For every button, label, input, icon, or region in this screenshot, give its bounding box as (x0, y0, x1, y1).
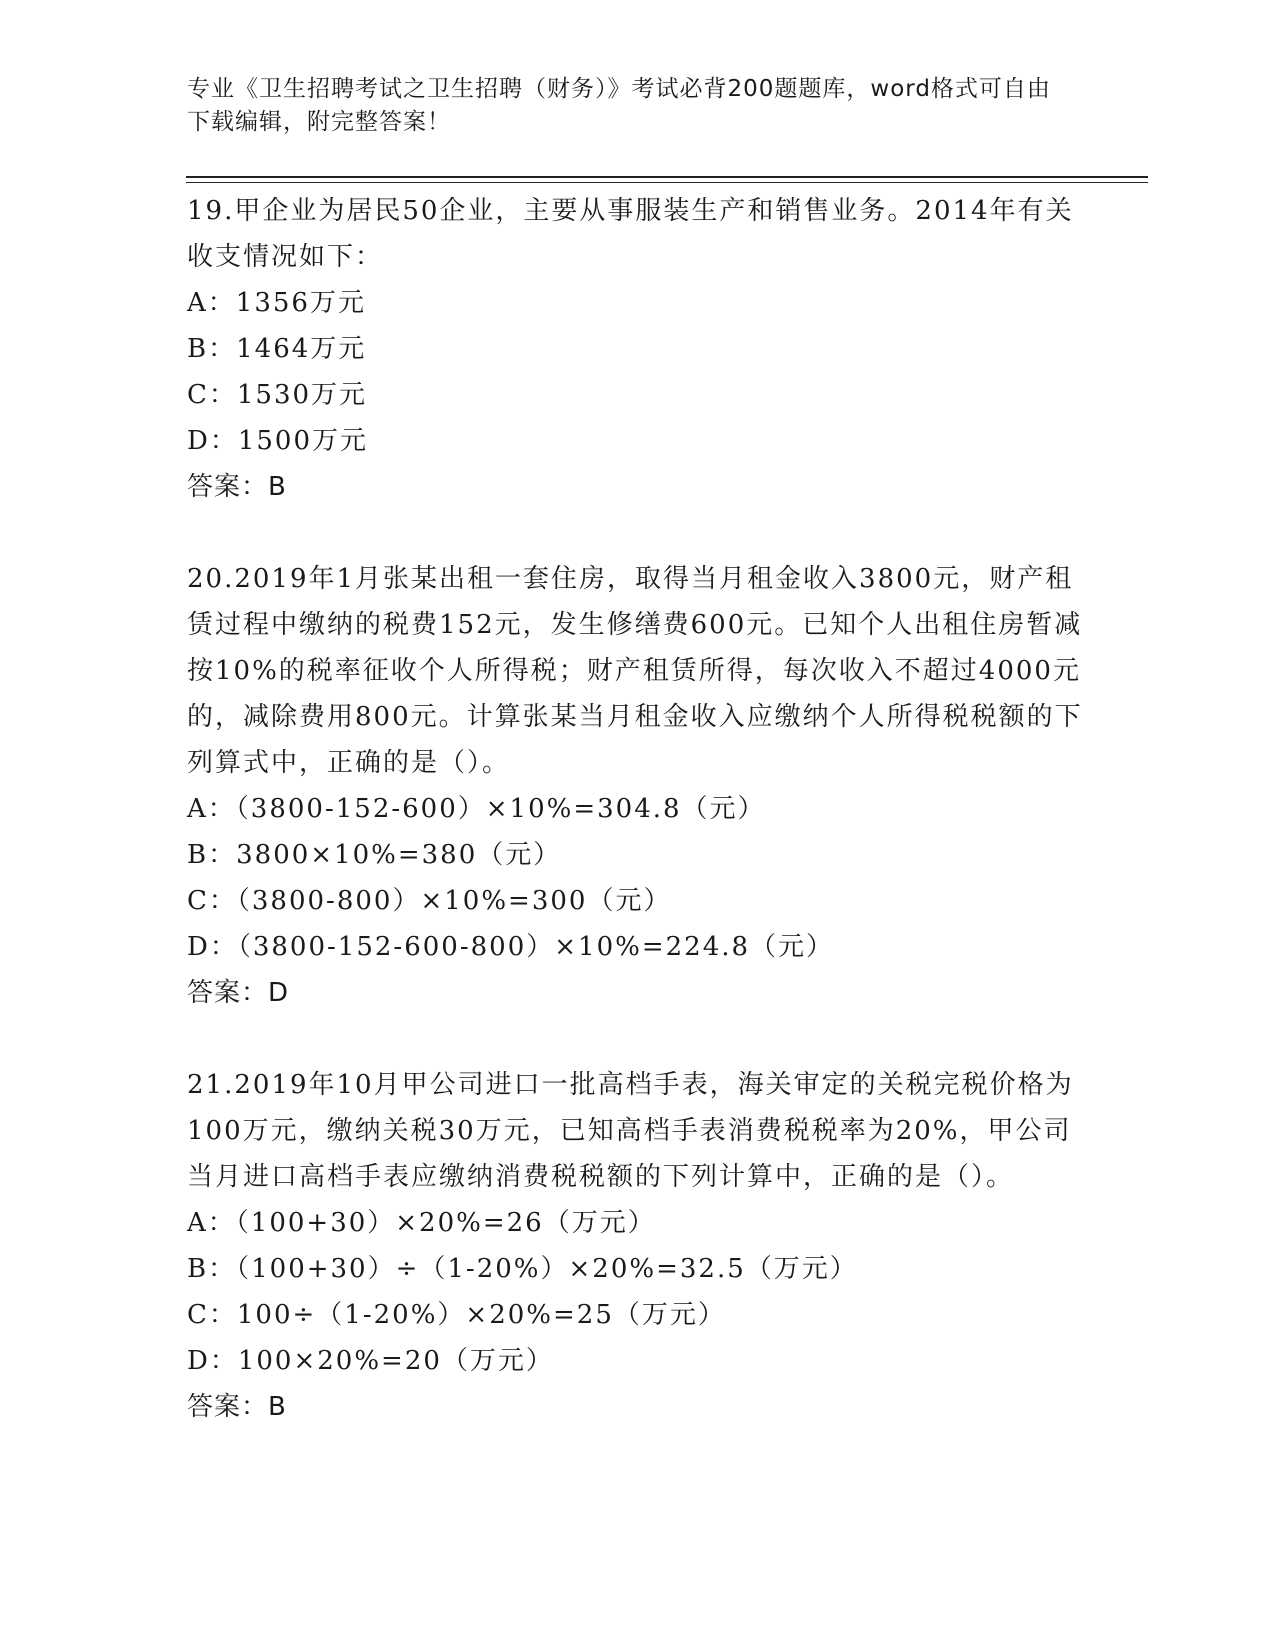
question-19 (187, 188, 1087, 510)
option-d: D：100×20%=20（万元） (187, 1346, 554, 1376)
option-a: A：（3800-152-600）×10%=304.8（元） (187, 794, 766, 824)
option-d: D：1500万元 (187, 426, 369, 456)
option-b: B：1464万元 (187, 334, 367, 364)
document-header: 专业《卫生招聘考试之卫生招聘（财务）》考试必背200题题库，word格式可自由下载编辑，附完整答案！ (187, 76, 1051, 135)
question-20 (187, 556, 1087, 1016)
option-c: C：（3800-800）×10%=300（元） (187, 886, 672, 916)
option-d: D：（3800-152-600-800）×10%=224.8（元） (187, 932, 835, 962)
header-rule-thick (186, 176, 1148, 178)
question-list (187, 188, 1087, 1430)
option-c: C：100÷（1-20%）×20%=25（万元） (187, 1300, 726, 1330)
option-b: B：（100+30）÷（1-20%）×20%=32.5（万元） (187, 1254, 858, 1284)
answer: 答案：D (187, 978, 290, 1008)
question-stem: 19.甲企业为居民50企业，主要从事服装生产和销售业务。2014年有关收支情况如下： (187, 196, 1074, 272)
option-b: B：3800×10%=380（元） (187, 840, 562, 870)
option-a: A：1356万元 (187, 288, 366, 318)
answer: 答案：B (187, 472, 287, 502)
option-c: C：1530万元 (187, 380, 368, 410)
question-stem: 20.2019年1月张某出租一套住房，取得当月租金收入3800元，财产租赁过程中缴纳的税费152元，发生修缮费600元。已知个人出租住房暂减按10%的税率征收个人所得税；财产租赁所得，每次收入不超过4000元的，减除费用800元。计算张某当月租金收入应缴纳个人所得税税额的下列算式中，正确的是（）。 (187, 564, 1083, 778)
question-21 (187, 1062, 1087, 1430)
option-a: A：（100+30）×20%=26（万元） (187, 1208, 656, 1238)
question-stem: 21.2019年10月甲公司进口一批高档手表，海关审定的关税完税价格为100万元，缴纳关税30万元，已知高档手表消费税税率为20%，甲公司当月进口高档手表应缴纳消费税税额的下列计算中，正确的是（）。 (187, 1070, 1074, 1192)
header-rule-thin (186, 182, 1148, 183)
answer: 答案：B (187, 1392, 287, 1422)
